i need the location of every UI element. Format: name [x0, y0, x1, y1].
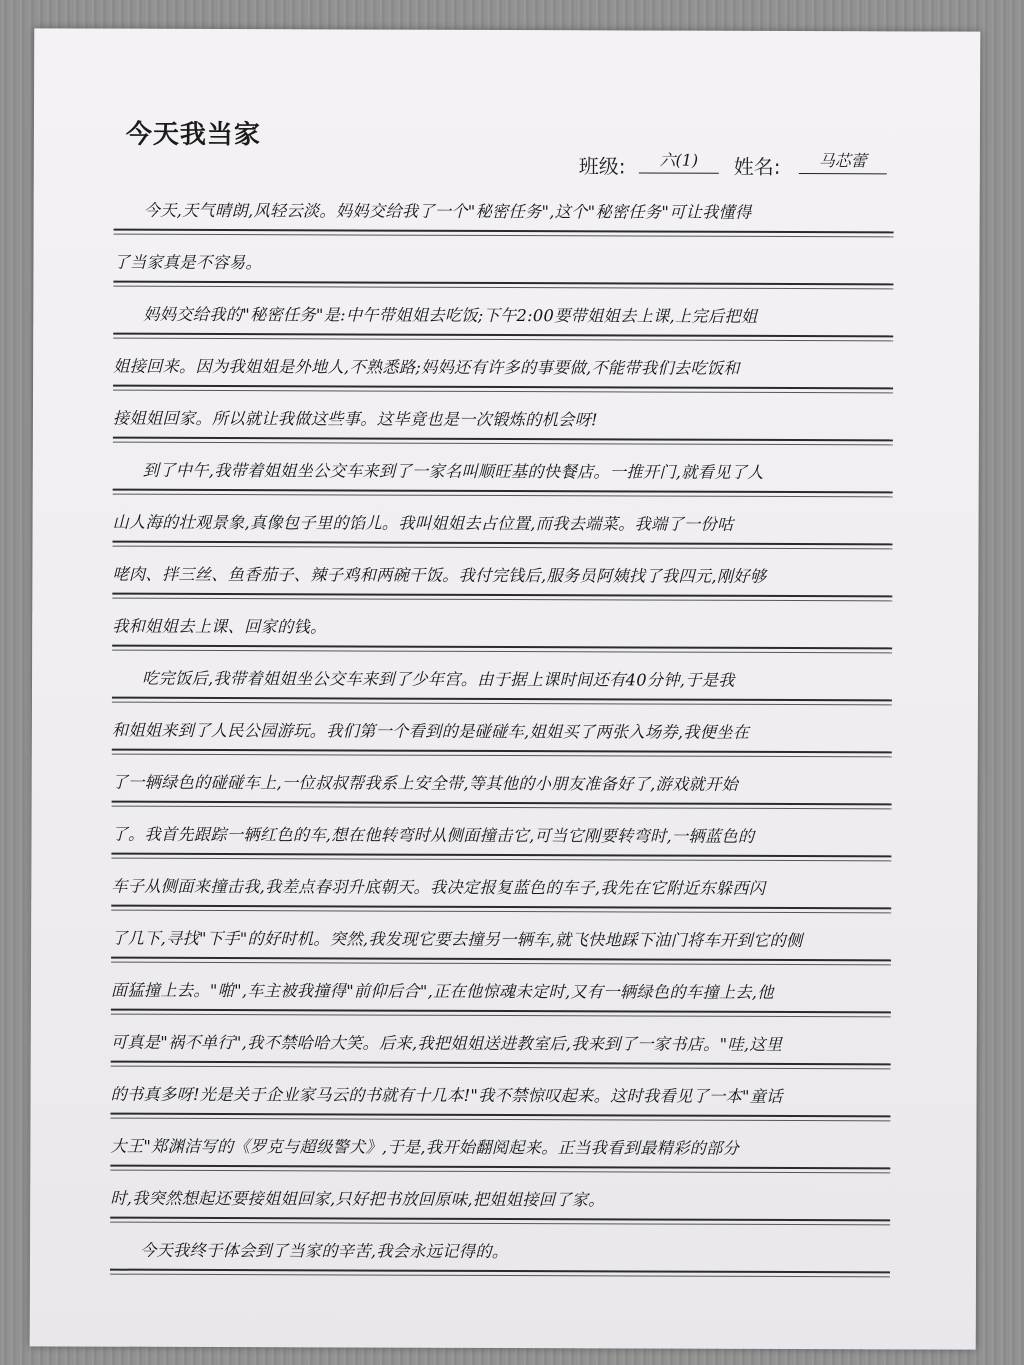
essay-line-text: 今天,天气晴朗,风轻云淡。妈妈交给我了一个"秘密任务",这个"秘密任务"可让我懂得: [143, 200, 752, 222]
essay-title: 今天我当家: [125, 119, 261, 151]
essay-line-text: 的书真多呀!光是关于企业家马云的书就有十几本!"我不禁惊叹起来。这时我看见了一本"童话: [110, 1084, 783, 1106]
essay-line-text: 可真是"祸不单行",我不禁哈哈大笑。后来,我把姐姐送进教室后,我来到了一家书店。"哇,这里: [110, 1032, 783, 1054]
essay-line: [113, 283, 893, 338]
essay-line: [113, 491, 893, 546]
essay-line-text: 和姐姐来到了人民公园游玩。我们第一个看到的是碰碰车,姐姐买了两张入场券,我便坐在: [111, 720, 750, 742]
essay-line: [113, 335, 893, 390]
essay-line-text: 今天我终于体会到了当家的辛苦,我会永远记得的。: [140, 1240, 509, 1262]
essay-line-text: 山人海的壮观景象,真像包子里的馅儿。我叫姐姐去占位置,而我去端菜。我端了一份咕: [112, 512, 734, 534]
essay-line-text: 面猛撞上去。"啪",车主被我撞得"前仰后合",正在他惊魂未定时,又有一辆绿色的车撞上去,他: [110, 980, 774, 1002]
essay-line-text: 接姐姐回家。所以就让我做这些事。这毕竟也是一次锻炼的机会呀!: [112, 408, 598, 430]
essay-line: [111, 1063, 891, 1118]
essay-line-text: 到了中午,我带着姐姐坐公交车来到了一家名叫顺旺基的快餐店。一推开门,就看见了人: [142, 460, 764, 482]
essay-line: [111, 803, 891, 858]
essay-line-text: 咾肉、拌三丝、鱼香茄子、辣子鸡和两碗干饭。我付完钱后,服务员阿姨找了我四元,刚好够: [112, 564, 767, 586]
essay-line: [112, 595, 892, 650]
essay-line: [112, 543, 892, 598]
essay-line-text: 姐接回来。因为我姐姐是外地人,不熟悉路;妈妈还有许多的事要做,不能带我们去吃饭和: [113, 356, 740, 378]
essay-line: [110, 1167, 890, 1222]
essay-line: [113, 439, 893, 494]
essay-line: [114, 179, 894, 234]
essay-line: [111, 959, 891, 1014]
essay-line-text: 了当家真是不容易。: [113, 252, 262, 273]
essay-line-text: 了。我首先跟踪一辆红色的车,想在他转弯时从侧面撞击它,可当它刚要转弯时,一辆蓝色的: [111, 824, 755, 846]
name-label: 姓名:: [733, 154, 781, 179]
essay-line-text: 时,我突然想起还要接姐姐回家,只好把书放回原味,把姐姐接回了家。: [110, 1188, 605, 1210]
essay-line: [112, 647, 892, 702]
essay-line-text: 了一辆绿色的碰碰车上,一位叔叔帮我系上安全带,等其他的小朋友准备好了,游戏就开始: [111, 772, 739, 794]
essay-body: [110, 179, 894, 1274]
essay-line-text: 我和姐姐去上课、回家的钱。: [112, 616, 327, 637]
essay-line: [111, 1011, 891, 1066]
essay-line-text: 大王"郑渊洁写的《罗克与超级警犬》,于是,我开始翻阅起来。正当我看到最精彩的部分: [110, 1136, 740, 1158]
class-value: 六(1): [639, 150, 719, 173]
essay-line: [110, 1115, 890, 1170]
essay-line: [112, 751, 892, 806]
essay-line: [113, 231, 893, 286]
essay-line-text: 车子从侧面来撞击我,我差点春羽升底朝天。我决定报复蓝色的车子,我先在它附近东躲西闪: [111, 876, 766, 898]
name-value: 马芯蕾: [799, 151, 887, 174]
essay-line: [113, 387, 893, 442]
essay-paper: [30, 28, 981, 1349]
essay-line: [112, 699, 892, 754]
essay-line-text: 妈妈交给我的"秘密任务"是:中午带姐姐去吃饭;下午2:00要带姐姐去上课,上完后把姐: [143, 304, 758, 326]
essay-line-text: 吃完饭后,我带着姐姐坐公交车来到了少年宫。由于据上课时间还有40分钟,于是我: [142, 668, 735, 690]
essay-line: [110, 1219, 890, 1274]
class-label: 班级:: [578, 154, 626, 179]
essay-line: [111, 907, 891, 962]
essay-line: [111, 855, 891, 910]
essay-line-text: 了几下,寻找"下手"的好时机。突然,我发现它要去撞另一辆车,就飞快地踩下油门将车开到它的侧: [111, 928, 803, 951]
